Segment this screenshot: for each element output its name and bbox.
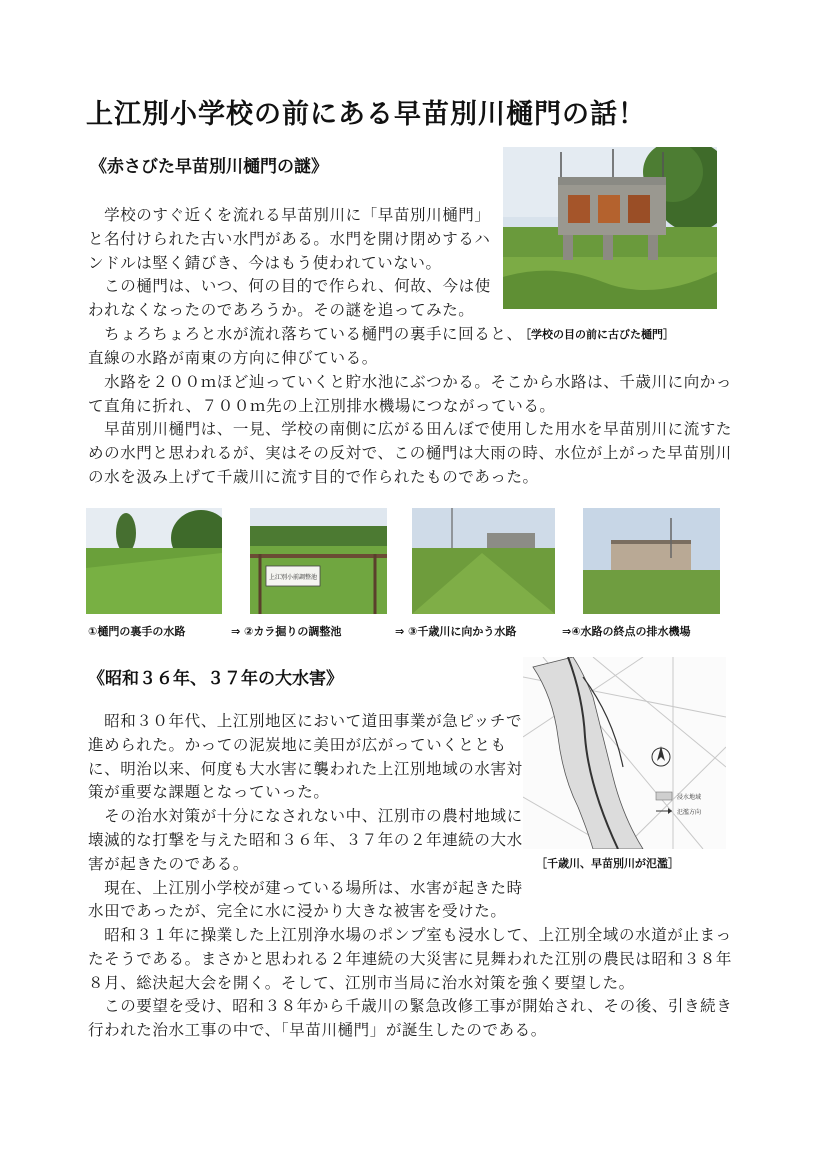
photo-caption-3: ⇒ ③千歳川に向かう水路 bbox=[395, 625, 517, 638]
text-line: 水田であったが、完全に水に浸かり大きな被害を受けた。 bbox=[88, 902, 507, 921]
photo-caption-4: ⇒④水路の終点の排水機場 bbox=[562, 625, 691, 638]
photo-caption-1: ①樋門の裏手の水路 bbox=[88, 625, 186, 638]
map-caption: ［千歳川、早苗別川が氾濫］ bbox=[536, 857, 679, 870]
map-legend-flooded: 浸水地域 bbox=[677, 794, 702, 801]
text-line: に、明治以来、何度も大水害に襲われた上江別地域の水害対 bbox=[88, 759, 523, 778]
text-line: 壊滅的な打撃を与えた昭和３６年、３７年の２年連続の大水 bbox=[88, 830, 523, 849]
text-line: われなくなったのであろうか。その謎を追ってみた。 bbox=[88, 301, 475, 320]
photo-caption-2: ⇒ ②カラ掘りの調整池 bbox=[231, 625, 342, 638]
text-line: 行われた治水工事の中で、「早苗川樋門」が誕生したのである。 bbox=[88, 1021, 547, 1040]
text-line: 直線の水路が南東の方向に伸びている。 bbox=[88, 349, 378, 367]
section2-intro-paragraph bbox=[88, 710, 523, 924]
text-line: 昭和３１年に操業した上江別浄水場のポンプ室も浸水して、上江別全域の水道が止まっ bbox=[88, 926, 732, 944]
flood-map bbox=[523, 657, 726, 849]
pump-station-photo bbox=[583, 508, 720, 614]
text-line: ンドルは堅く錆びき、今はもう使われていない。 bbox=[88, 253, 442, 272]
text-line: 進められた。かっての泥炭地に美田が広がっていくととも bbox=[88, 735, 507, 754]
text-line: たそうである。まさかと思われる２年連続の大災害に見舞われた江別の農民は昭和３８年 bbox=[88, 949, 733, 968]
section1-heading: 《赤さびた早苗別川樋門の謎》 bbox=[90, 157, 328, 177]
text-line: て直角に折れ、７００ｍ先の上江別排水機場につながっている。 bbox=[88, 396, 556, 415]
text-line: 早苗別川樋門は、一見、学校の南側に広がる田んぼで使用した用水を早苗別川に流すた bbox=[88, 420, 733, 439]
text-line: その治水対策が十分になされない中、江別市の農村地域に bbox=[88, 807, 523, 826]
text-line: 水路を２００ｍほど辿っていくと貯水池にぶつかる。そこから水路は、千歳川に向かっ bbox=[88, 372, 733, 391]
sluice-gate-photo bbox=[503, 147, 717, 309]
text-line: 昭和３０年代、上江別地区において道田事業が急ピッチで bbox=[88, 712, 523, 730]
page-title: 上江別小学校の前にある早苗別川樋門の話！ bbox=[86, 99, 646, 130]
sign-text: 上江別小前調整池 bbox=[268, 574, 318, 581]
text-line: ちょろちょろと水が流れ落ちている樋門の裏手に回ると、 bbox=[88, 325, 523, 343]
section2-body-paragraph bbox=[88, 924, 732, 1043]
text-line: この樋門は、いつ、何の目的で作られ、何故、今は使 bbox=[88, 277, 491, 296]
canal-photo bbox=[86, 508, 222, 614]
text-line: 策が重要な課題となっていった。 bbox=[88, 783, 330, 802]
text-line: この要望を受け、昭和３８年から千歳川の緊急改修工事が開始され、その後、引き続き bbox=[88, 997, 733, 1016]
section2-heading: 《昭和３６年、３７年の大水害》 bbox=[88, 669, 343, 689]
text-line: ８月、総決起大会を開く。そして、江別市当局に治水対策を強く要望した。 bbox=[88, 973, 635, 992]
photo-caption: ［学校の目の前に古びた樋門］ bbox=[520, 328, 674, 341]
section1-body-paragraph bbox=[88, 347, 732, 490]
text-line: と名付けられた古い水門がある。水門を開け閉めするハ bbox=[88, 229, 491, 248]
text-line: 害が起きたのである。 bbox=[88, 854, 250, 873]
pond-photo bbox=[250, 508, 387, 614]
section1-intro-paragraph bbox=[88, 204, 491, 323]
channel-photo bbox=[412, 508, 555, 614]
text-line: 学校のすぐ近くを流れる早苗別川に「早苗別川樋門」 bbox=[88, 206, 491, 224]
text-line: の水を汲み上げて千歳川に流す目的で作られたものであった。 bbox=[88, 467, 539, 486]
text-line: 現在、上江別小学校が建っている場所は、水害が起きた時 bbox=[88, 878, 523, 897]
text-line: めの水門と思われるが、実はその反対で、この樋門は大雨の時、水位が上がった早苗別川 bbox=[88, 444, 732, 463]
map-legend-direction: 氾濫方向 bbox=[677, 809, 702, 816]
